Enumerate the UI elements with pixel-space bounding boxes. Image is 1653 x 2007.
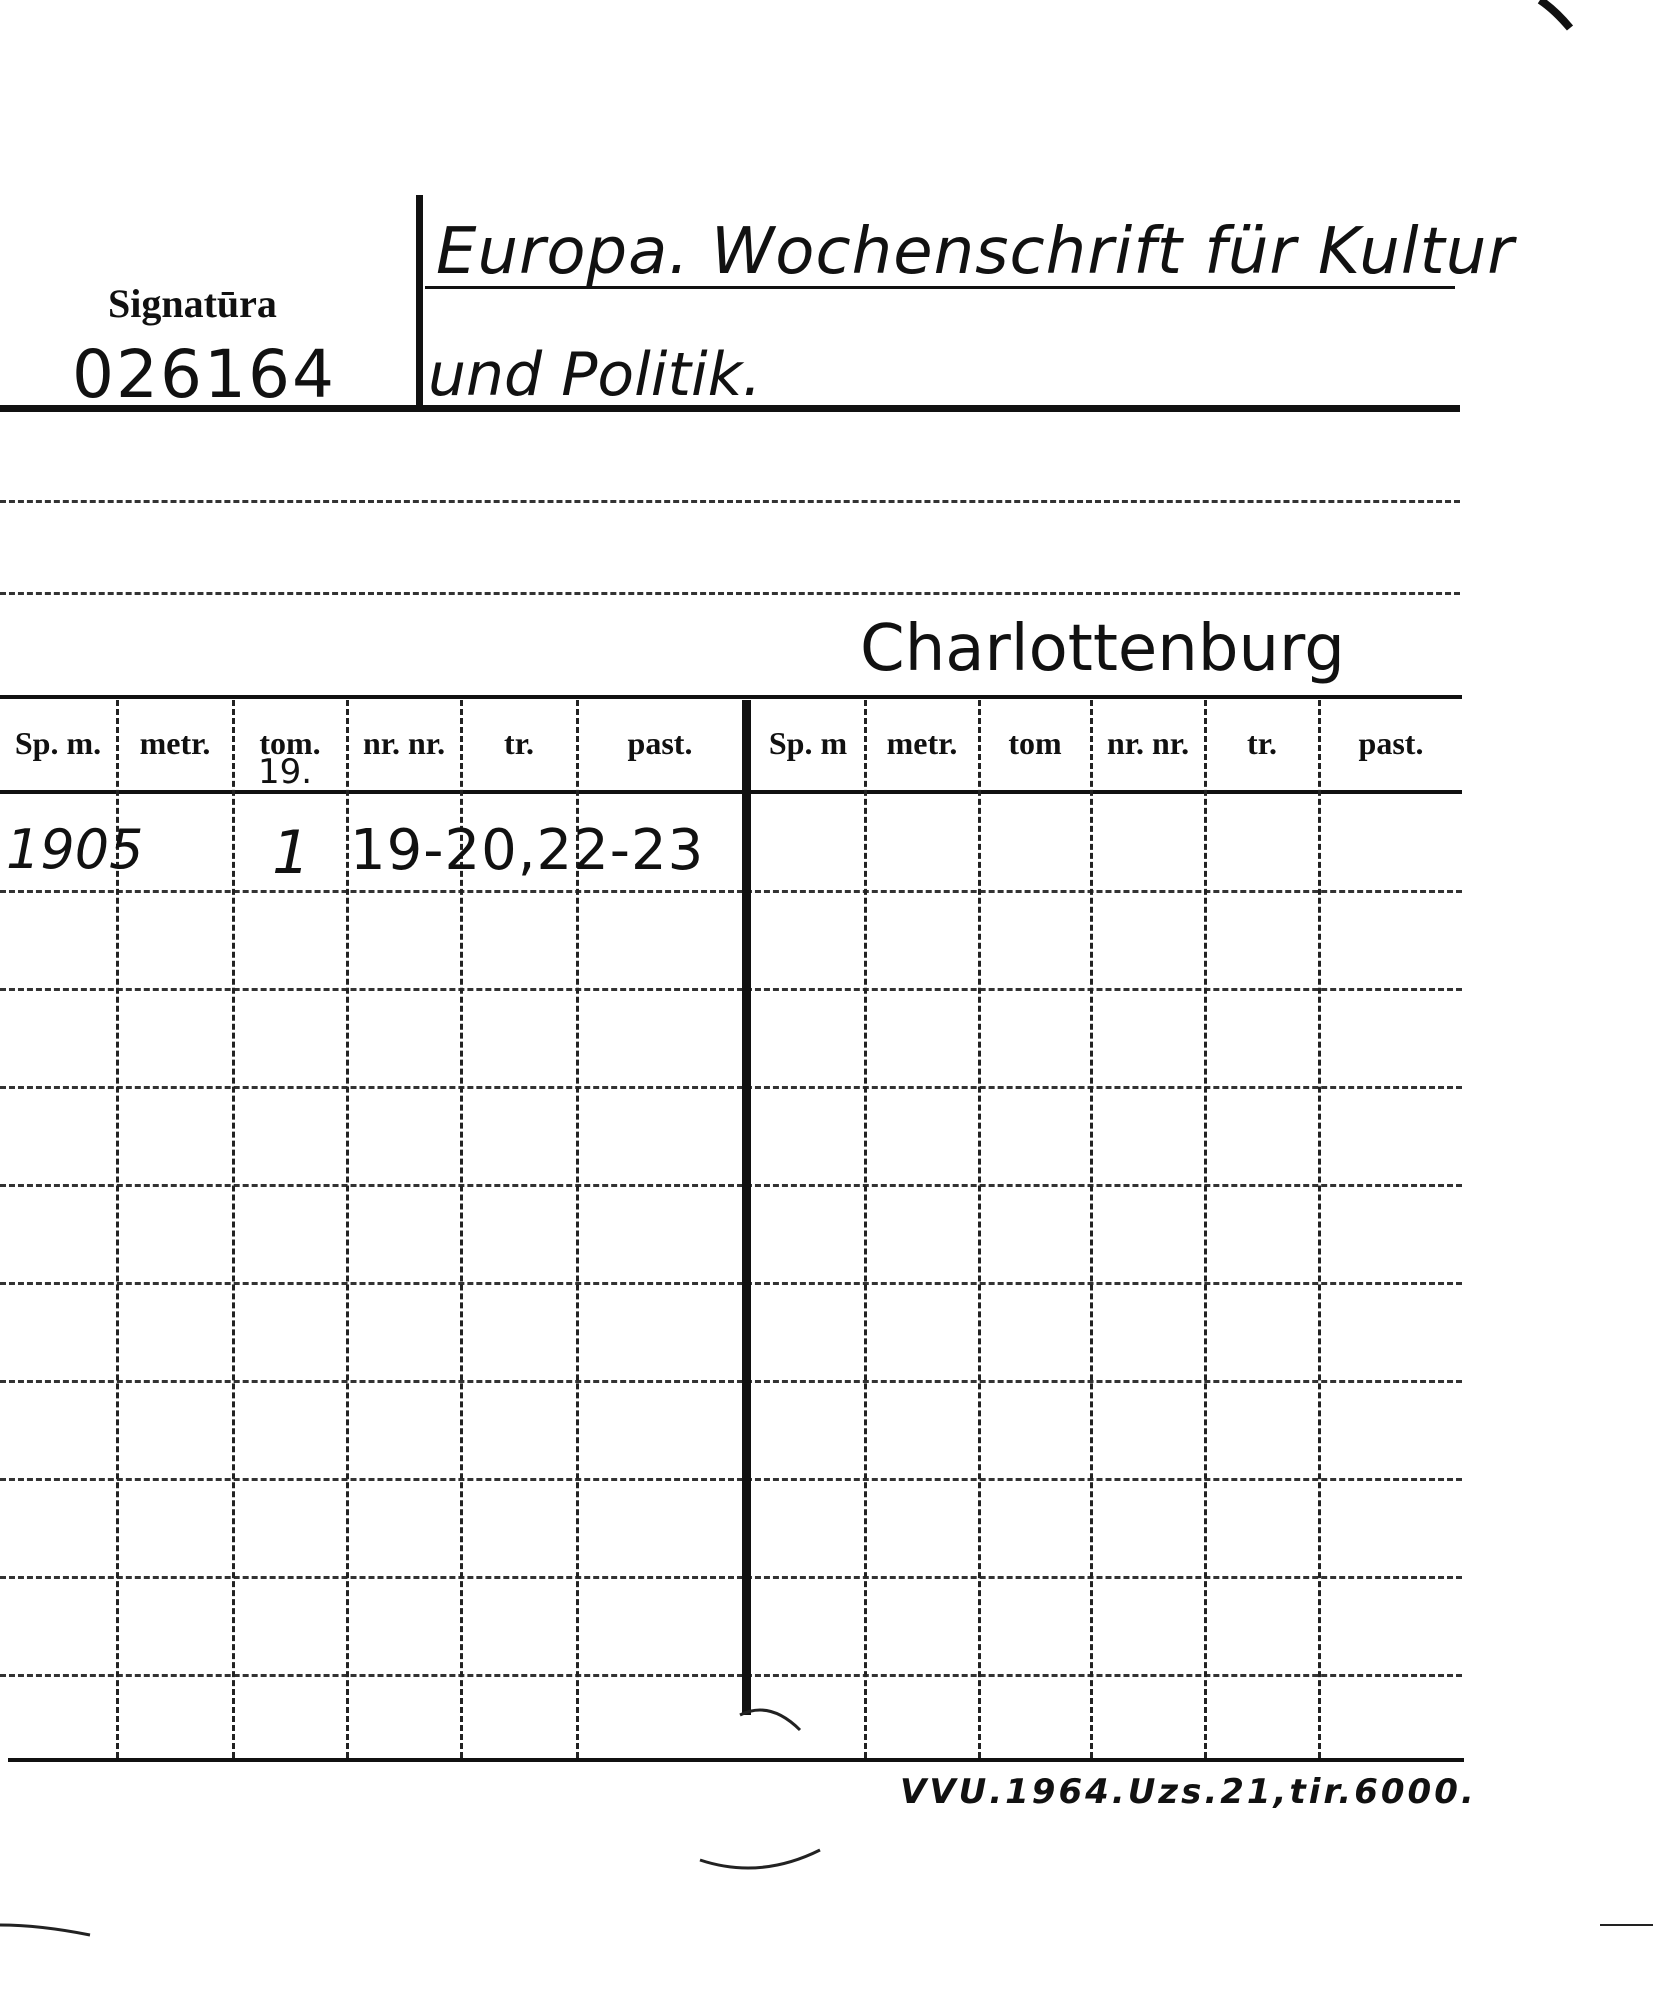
header-metr-left: metr. xyxy=(139,725,211,761)
header-past-left: past. xyxy=(627,725,693,761)
header-nr-right: nr. nr. xyxy=(1106,725,1190,761)
title-line-1: Europa. Wochenschrift für Kultur xyxy=(436,215,1515,289)
footer-imprint: VVU.1964.Uzs.21,tir.6000. xyxy=(900,1772,1477,1812)
tom-annotation: 19. xyxy=(258,752,313,792)
bottom-left-edge-mark xyxy=(0,1925,90,1935)
signature-label: Signatūra xyxy=(108,281,277,326)
header-sp-m-right: Sp. m xyxy=(768,725,848,761)
header-sp-m-left: Sp. m. xyxy=(14,725,102,761)
title-line-2: und Politik. xyxy=(428,340,762,410)
signature-value: 026164 xyxy=(72,336,336,413)
bottom-center-tick-mark xyxy=(700,1850,820,1868)
header-nr-left: nr. nr. xyxy=(362,725,446,761)
top-right-curl-mark xyxy=(1540,0,1570,28)
row1-tom: 1 xyxy=(272,818,311,888)
hole-punch-mark xyxy=(740,1710,800,1730)
place-name: Charlottenburg xyxy=(860,612,1345,686)
row1-numbers: 19-20,22-23 xyxy=(350,818,705,883)
header-tr-right: tr. xyxy=(1247,725,1277,761)
header-tom-left: tom. xyxy=(259,725,321,761)
row1-year: 1905 xyxy=(6,818,144,881)
header-tom-right: tom xyxy=(1008,725,1062,761)
header-metr-right: metr. xyxy=(886,725,958,761)
header-past-right: past. xyxy=(1358,725,1424,761)
header-tr-left: tr. xyxy=(504,725,534,761)
